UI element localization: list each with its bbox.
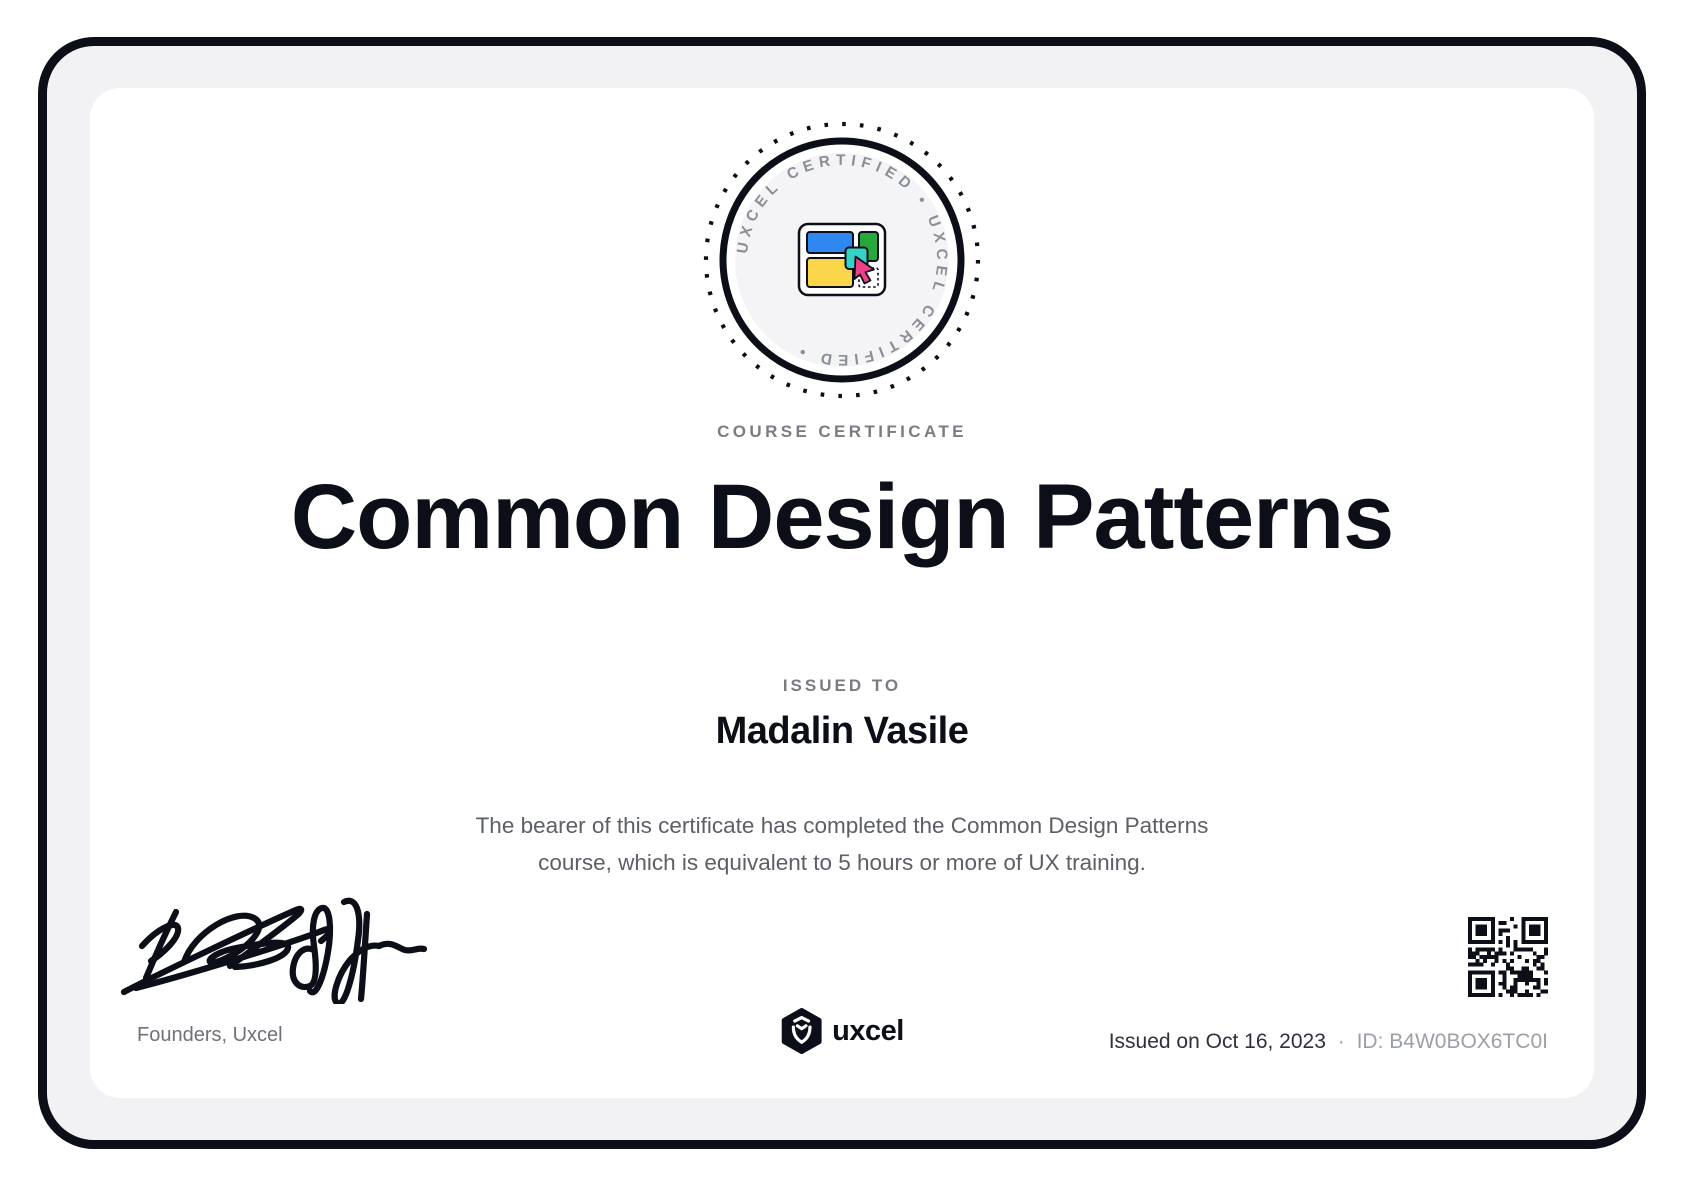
- uxcel-brand-logo: [780, 1008, 904, 1054]
- issued-to-label: ISSUED TO: [782, 676, 902, 695]
- certificate-card: [90, 88, 1594, 1098]
- uxcel-app-icon: [799, 224, 885, 295]
- separator-dot: ·: [1337, 1030, 1345, 1053]
- certificate-frame: [38, 37, 1646, 1149]
- brand-wordmark: uxcel: [832, 1014, 904, 1047]
- recipient-name: Madalin Vasile: [715, 710, 969, 752]
- seal-ring-text: UXCEL CERTIFIED • UXCEL CERTIFIED •: [733, 151, 951, 369]
- uxcel-hexagon-logo-icon: [780, 1008, 823, 1054]
- signature-caption: Founders, Uxcel: [137, 1024, 283, 1046]
- certificate-description: [90, 807, 1594, 881]
- certificate-id-value: B4W0BOX6TC0I: [1389, 1030, 1548, 1053]
- certificate-id-label: ID:: [1356, 1030, 1384, 1053]
- issued-date: Oct 16, 2023: [1205, 1030, 1326, 1053]
- signature-2: [293, 901, 424, 1004]
- qr-code: [1468, 917, 1548, 997]
- course-title: Common Design Patterns: [290, 466, 1394, 568]
- description-line-2: course, which is equivalent to 5 hours or more of UX training.: [538, 850, 1146, 875]
- description-line-1: The bearer of this certificate has completed the Common Design Patterns: [475, 813, 1209, 838]
- course-certificate-label: COURSE CERTIFICATE: [717, 422, 967, 441]
- founders-signatures: [118, 888, 430, 1004]
- issue-info: [1109, 1030, 1548, 1054]
- issued-prefix: Issued on: [1108, 1030, 1200, 1053]
- uxcel-certified-seal-icon: [702, 120, 982, 400]
